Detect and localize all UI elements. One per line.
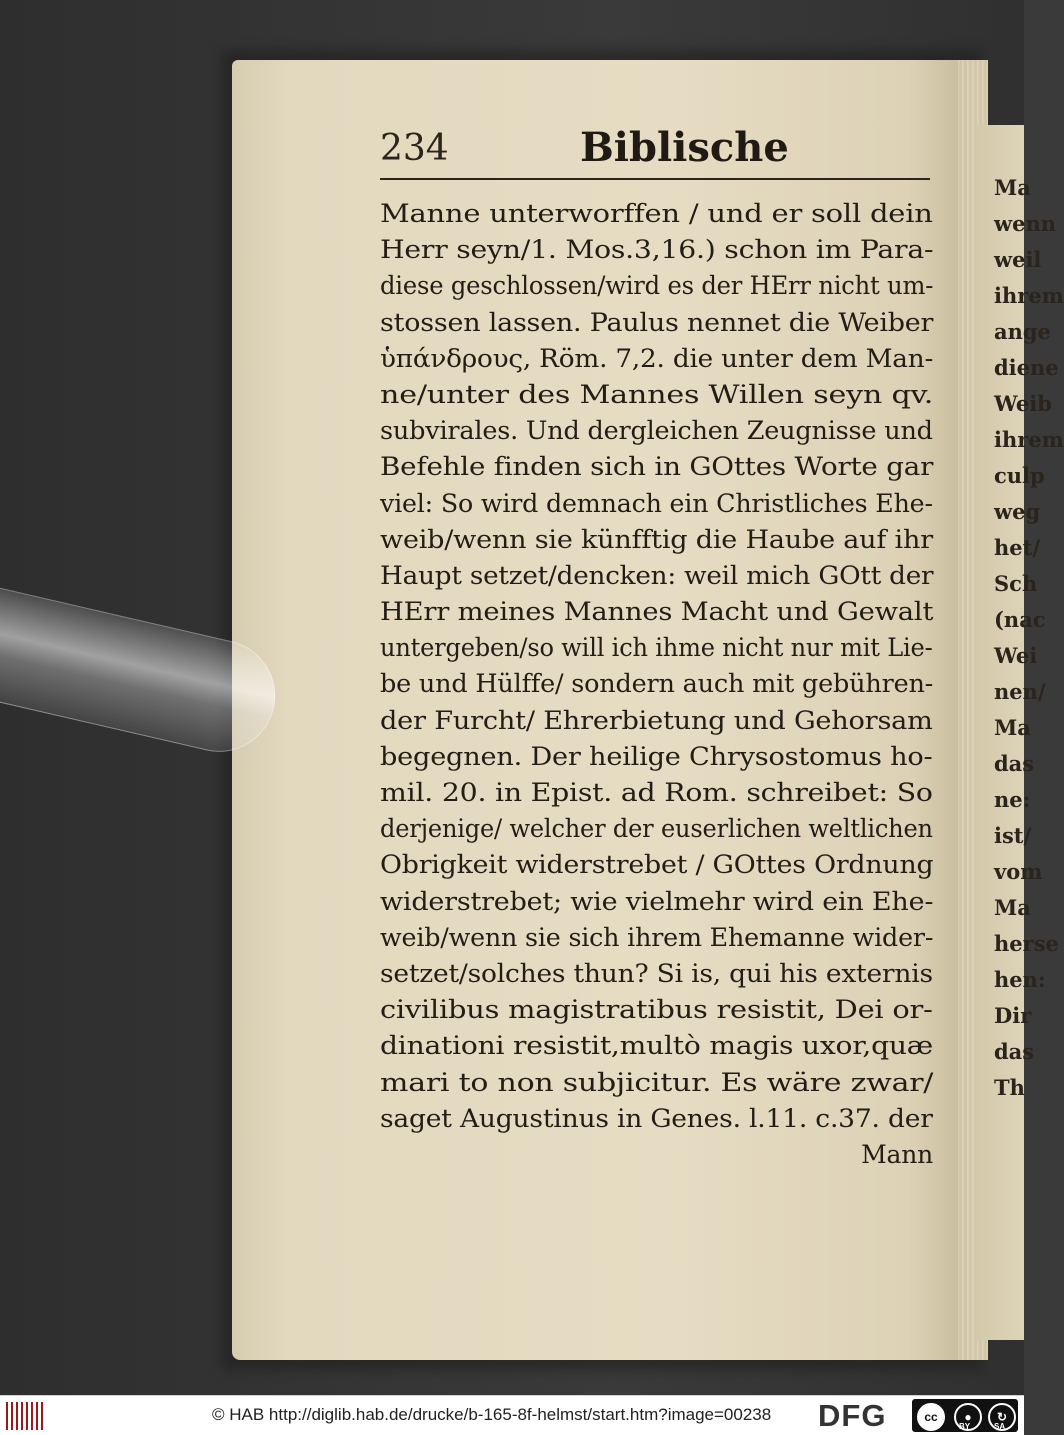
text-line: subvirales. Und dergleichen Zeugnisse und [380,416,933,446]
header-rule [380,178,930,180]
text-line: derjenige/ welcher der euserlichen weltlichen [380,814,933,844]
text-line: Manne unterworffen / und er soll dein [380,199,933,228]
attribution-link[interactable]: © HAB http://diglib.hab.de/drucke/b-165-8f-helmst/start.htm?image=00238 [212,1405,772,1424]
text-line: mil. 20. in Epist. ad Rom. schreibet: So [380,778,933,807]
text-line: widerstrebet; wie vielmehr wird ein Ehe- [380,886,934,916]
next-page-fragment: Ma [994,895,1031,920]
next-page-fragment: nen/ [994,679,1046,704]
page-number: 234 [380,128,449,169]
sa-label: SA [994,1422,1006,1431]
text-line: civilibus magistratibus resistit, Dei or- [380,995,933,1025]
cc-icon: cc [917,1403,945,1431]
next-page-fragment: hen: [994,967,1046,992]
next-page-fragment: ne: [994,787,1031,812]
next-page-fragment: culp [994,463,1045,488]
next-page-fragment: Sch [994,571,1038,596]
next-page-fragment: das [994,1039,1035,1064]
catchword: Mann [861,1139,933,1169]
text-line: be und Hülffe/ sondern auch mit gebühren- [380,669,934,699]
hab-barcode-icon [6,1402,46,1430]
next-page-fragment: das [994,751,1035,776]
next-page-fragment: ange [994,319,1051,344]
text-line: stossen lassen. Paulus nennet die Weiber [380,307,934,337]
text-line: mari to non subjicitur. Es wäre zwar/ [380,1067,934,1097]
text-line: viel: So wird demnach ein Christliches Ehe- [380,488,933,518]
next-page-fragment: diene [994,355,1059,380]
next-page-strip [976,125,1064,1340]
next-page-fragment: Dir [994,1003,1032,1028]
text-line: Befehle finden sich in GOttes Worte gar [380,452,934,482]
text-line: weib/wenn sie sich ihrem Ehemanne wider- [380,922,934,952]
next-page-fragment: ihrem [994,283,1064,308]
next-page-fragment: vom [994,859,1043,884]
page-header [380,116,930,180]
next-page-fragment: Th [994,1075,1025,1100]
body-text [380,196,933,1173]
text-line: begegnen. Der heilige Chrysostomus ho- [380,741,933,771]
text-line: setzet/solches thun? Si is, qui his externis [380,958,933,988]
text-line: saget Augustinus in Genes. l.11. c.37. der [380,1103,933,1133]
next-page-fragment: Ma [994,715,1031,740]
next-page-fragment: ist/ [994,823,1032,848]
cc-license-badge[interactable] [912,1399,1018,1432]
next-page-fragment: (nac [994,607,1046,632]
text-line: dinationi resistit,multò magis uxor,quæ [380,1031,934,1061]
next-page-fragment: wenn [994,211,1056,236]
next-page-fragment: Wei [994,643,1038,668]
next-page-fragment: weg [994,499,1041,524]
by-label: BY [959,1422,971,1431]
text-line: Obrigkeit widerstrebet / GOttes Ordnung [380,850,934,880]
text-line: Herr seyn/1. Mos.3,16.) schon im Para- [380,235,934,265]
next-page-fragment: herse [994,931,1059,956]
text-line: untergeben/so will ich ihme nicht nur mit Lie- [380,633,933,663]
dfg-logo: DFG [818,1398,887,1433]
by-person-icon: ● [954,1403,982,1431]
text-line: diese geschlossen/wird es der HErr nicht um- [380,271,934,301]
next-page-fragment: ihrem [994,427,1064,452]
next-page-fragment: weil [994,247,1042,272]
text-line: HErr meines Mannes Macht und Gewalt [380,597,934,627]
next-page-fragment: het/ [994,535,1040,560]
viewer-footer [0,1395,1024,1435]
next-page-fragment: Ma [994,175,1031,200]
text-line: weib/wenn sie künfftig die Haube auf ihr [380,524,933,554]
next-page-fragment: Weib [994,391,1052,416]
running-head: Biblische [580,124,789,171]
share-alike-icon: ↻ [988,1403,1016,1431]
text-line: ὑπάνδρους, Röm. 7,2. die unter dem Man- [380,343,934,373]
text-line: Haupt setzet/dencken: weil mich GOtt der [380,560,934,590]
text-line: ne/unter des Mannes Willen seyn qv. [380,379,934,409]
text-line: der Furcht/ Ehrerbietung und Gehorsam [380,705,933,735]
